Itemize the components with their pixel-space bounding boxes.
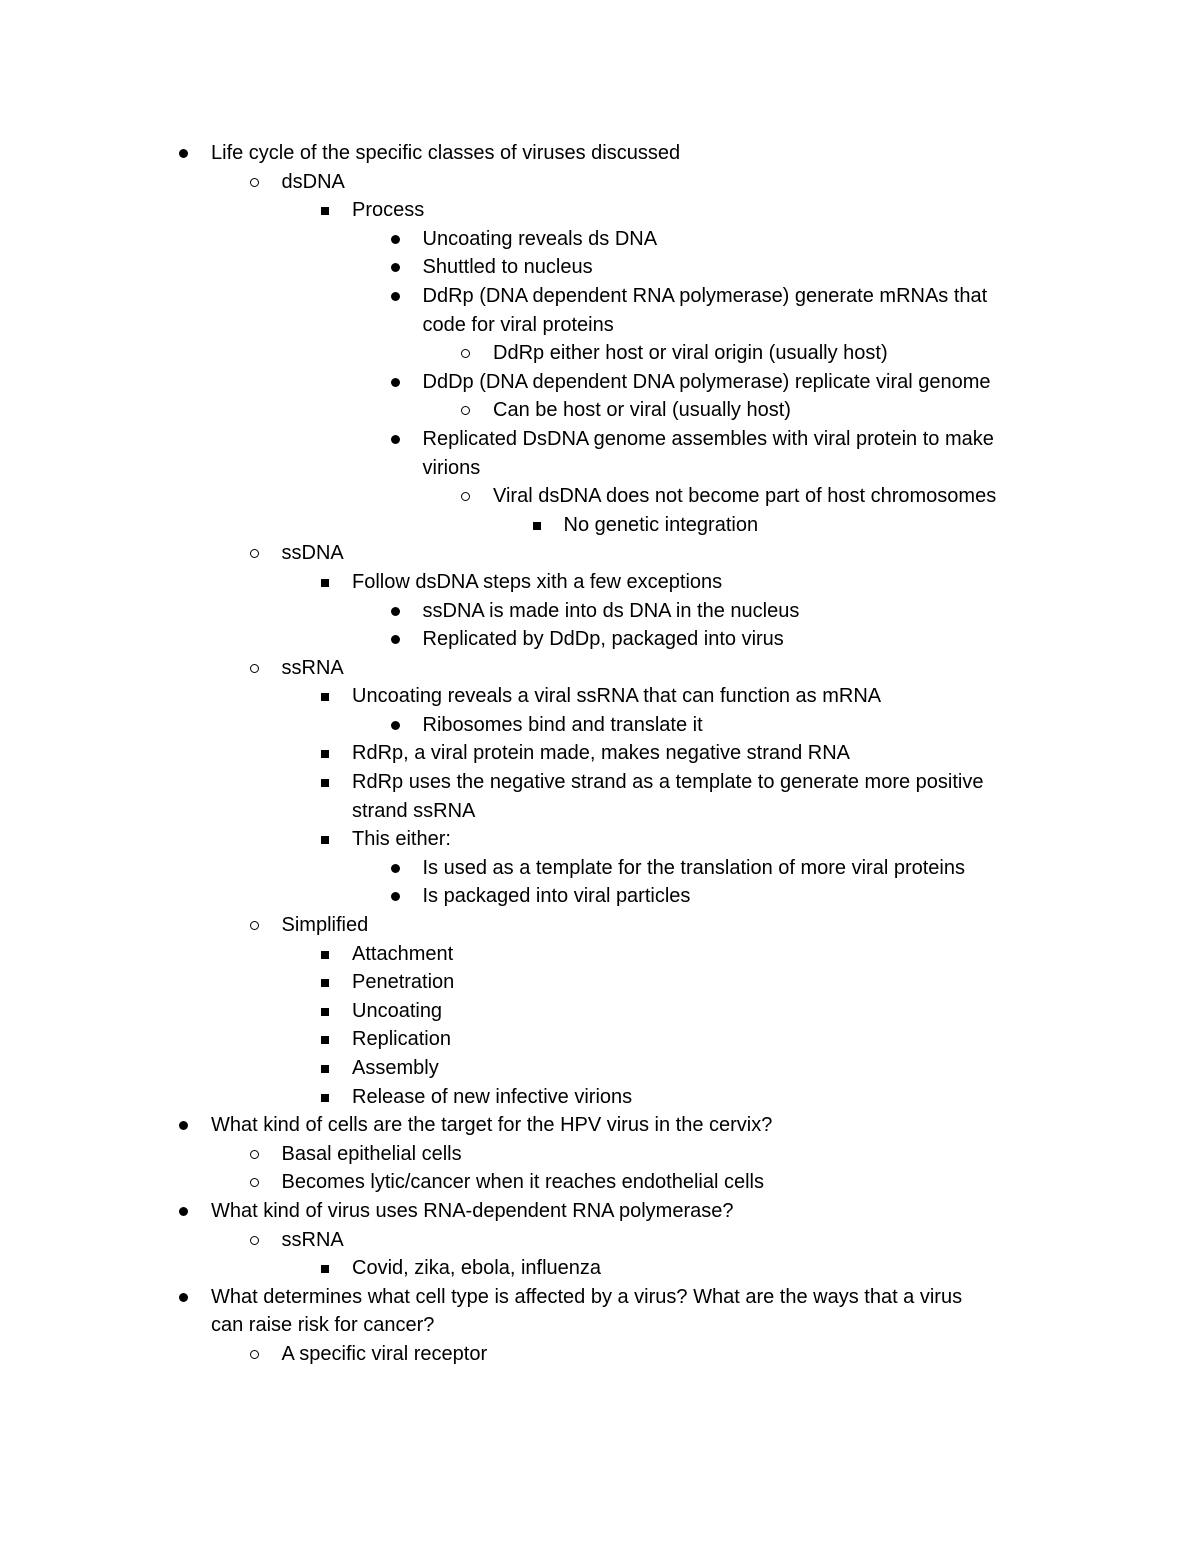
outline-item-text: RdRp uses the negative strand as a template to generate more positive <box>352 771 984 794</box>
outline-item-text: code for viral proteins <box>422 313 614 336</box>
outline-item-text: No genetic integration <box>563 513 759 536</box>
outline-item <box>0 282 1200 311</box>
outline-item <box>0 1340 1200 1369</box>
filled-bullet-icon <box>386 711 406 740</box>
outline-item-text: virions <box>422 456 481 479</box>
square-bullet-icon <box>315 739 335 768</box>
square-bullet-icon <box>315 825 335 854</box>
outline-item <box>0 1083 1200 1112</box>
hollow-bullet-icon <box>245 1140 265 1169</box>
outline-item <box>0 253 1200 282</box>
outline-item <box>0 168 1200 197</box>
outline-item-text: Replicated DsDNA genome assembles with viral protein to make <box>422 427 994 450</box>
outline-item-text: Viral dsDNA does not become part of host chromosomes <box>493 485 997 508</box>
outline-item-text: Is used as a template for the translation of more viral proteins <box>422 856 965 879</box>
square-bullet-icon <box>315 1254 335 1283</box>
outline-item-text: What determines what cell type is affected by a virus? What are the ways that a virus <box>211 1285 963 1308</box>
outline-item-text: Life cycle of the specific classes of viruses discussed <box>211 142 681 164</box>
outline-item-text: ssDNA <box>281 542 344 565</box>
filled-bullet-icon <box>174 1197 194 1226</box>
square-bullet-icon <box>315 682 335 711</box>
outline-item-text: Uncoating reveals ds DNA <box>422 227 658 250</box>
outline-item-text: Release of new infective virions <box>352 1085 633 1108</box>
outline-item <box>0 225 1200 254</box>
outline-item <box>0 511 1200 540</box>
hollow-bullet-icon <box>456 396 476 425</box>
filled-bullet-icon <box>386 253 406 282</box>
outline-item <box>0 368 1200 397</box>
outline-item-text: Uncoating reveals a viral ssRNA that can function as mRNA <box>352 685 882 708</box>
hollow-bullet-icon <box>245 539 265 568</box>
outline-item <box>0 1254 1200 1283</box>
outline-item <box>0 311 1200 340</box>
outline-item <box>0 1311 1200 1340</box>
outline-item <box>0 1168 1200 1197</box>
filled-bullet-icon <box>386 368 406 397</box>
square-bullet-icon <box>315 568 335 597</box>
outline-item-text: This either: <box>352 828 451 851</box>
hollow-bullet-icon <box>245 168 265 197</box>
outline-item-text: ssRNA <box>281 656 344 679</box>
outline-item-text: What kind of virus uses RNA-dependent RNA polymerase? <box>211 1199 734 1222</box>
outline-item <box>0 1111 1200 1140</box>
outline-item <box>0 396 1200 425</box>
outline-item-text: DdDp (DNA dependent DNA polymerase) replicate viral genome <box>422 370 991 393</box>
filled-bullet-icon <box>174 1283 194 1312</box>
square-bullet-icon <box>315 940 335 969</box>
hollow-bullet-icon <box>245 654 265 683</box>
outline-item <box>0 711 1200 740</box>
hollow-bullet-icon <box>245 911 265 940</box>
outline-item <box>0 940 1200 969</box>
outline-item <box>0 768 1200 797</box>
outline-item <box>0 539 1200 568</box>
outline-item-text: ssDNA is made into ds DNA in the nucleus <box>422 599 800 622</box>
outline-item <box>0 1140 1200 1169</box>
outline-item <box>0 1054 1200 1083</box>
outline-item-text: ssRNA <box>281 1228 344 1251</box>
outline-item <box>0 139 1200 168</box>
filled-bullet-icon <box>174 1111 194 1140</box>
outline-item-text: What kind of cells are the target for the HPV virus in the cervix? <box>211 1114 773 1137</box>
outline-item <box>0 1025 1200 1054</box>
outline-item-text: Penetration <box>352 971 455 994</box>
outline-item-text: Attachment <box>352 942 454 965</box>
outline-item-text: Uncoating <box>352 999 443 1022</box>
filled-bullet-icon <box>386 425 406 454</box>
outline-item <box>0 654 1200 683</box>
outline-item-text: Becomes lytic/cancer when it reaches endothelial cells <box>281 1171 764 1194</box>
outline-item <box>0 597 1200 626</box>
square-bullet-icon <box>315 768 335 797</box>
outline-item-text: A specific viral receptor <box>281 1342 488 1365</box>
outline-item-text: strand ssRNA <box>352 799 476 822</box>
outline-item <box>0 825 1200 854</box>
outline-item <box>0 425 1200 454</box>
outline-item-text: Ribosomes bind and translate it <box>422 713 703 736</box>
square-bullet-icon <box>315 1054 335 1083</box>
outline-item-text: Shuttled to nucleus <box>422 256 593 279</box>
outline-item-text: Follow dsDNA steps xith a few exceptions <box>352 570 723 593</box>
outline-item <box>0 568 1200 597</box>
filled-bullet-icon <box>386 282 406 311</box>
outline-item-text: can raise risk for cancer? <box>211 1314 435 1337</box>
outline-item-text: Covid, zika, ebola, influenza <box>352 1257 602 1280</box>
outline-item <box>0 682 1200 711</box>
outline-item-text: DdRp either host or viral origin (usually host) <box>493 342 888 365</box>
square-bullet-icon <box>315 997 335 1026</box>
hollow-bullet-icon <box>456 482 476 511</box>
outline-item <box>0 339 1200 368</box>
outline-item-text: Assembly <box>352 1057 439 1079</box>
outline-item-text: DdRp (DNA dependent RNA polymerase) generate mRNAs that <box>422 284 988 307</box>
outline-item <box>0 1197 1200 1226</box>
filled-bullet-icon <box>386 882 406 911</box>
outline-item <box>0 454 1200 483</box>
filled-bullet-icon <box>386 597 406 626</box>
hollow-bullet-icon <box>245 1226 265 1255</box>
outline-item-text: Can be host or viral (usually host) <box>493 399 791 422</box>
outline-item-text: Replicated by DdDp, packaged into virus <box>422 628 784 651</box>
square-bullet-icon <box>527 511 547 540</box>
outline-item-text: Simplified <box>281 914 369 937</box>
outline-item <box>0 1283 1200 1312</box>
outline-item-text: Basal epithelial cells <box>281 1142 462 1165</box>
hollow-bullet-icon <box>456 339 476 368</box>
outline-item <box>0 196 1200 225</box>
outline-item-text: Replication <box>352 1028 451 1051</box>
square-bullet-icon <box>315 1083 335 1112</box>
outline-item <box>0 854 1200 883</box>
filled-bullet-icon <box>386 225 406 254</box>
outline-item <box>0 739 1200 768</box>
outline-item-text: RdRp, a viral protein made, makes negative strand RNA <box>352 742 851 765</box>
outline-item <box>0 997 1200 1026</box>
outline-item <box>0 911 1200 940</box>
outline-list <box>0 139 1200 1369</box>
outline-item <box>0 1226 1200 1255</box>
filled-bullet-icon <box>386 625 406 654</box>
outline-item <box>0 968 1200 997</box>
filled-bullet-icon <box>174 139 194 168</box>
hollow-bullet-icon <box>245 1168 265 1197</box>
outline-item-text: Process <box>352 199 425 222</box>
square-bullet-icon <box>315 968 335 997</box>
outline-item <box>0 797 1200 826</box>
outline-item <box>0 625 1200 654</box>
outline-item-text: Is packaged into viral particles <box>422 885 691 908</box>
hollow-bullet-icon <box>245 1340 265 1369</box>
square-bullet-icon <box>315 196 335 225</box>
outline-item <box>0 482 1200 511</box>
filled-bullet-icon <box>386 854 406 883</box>
outline-item-text: dsDNA <box>281 170 345 193</box>
outline-item <box>0 882 1200 911</box>
square-bullet-icon <box>315 1025 335 1054</box>
